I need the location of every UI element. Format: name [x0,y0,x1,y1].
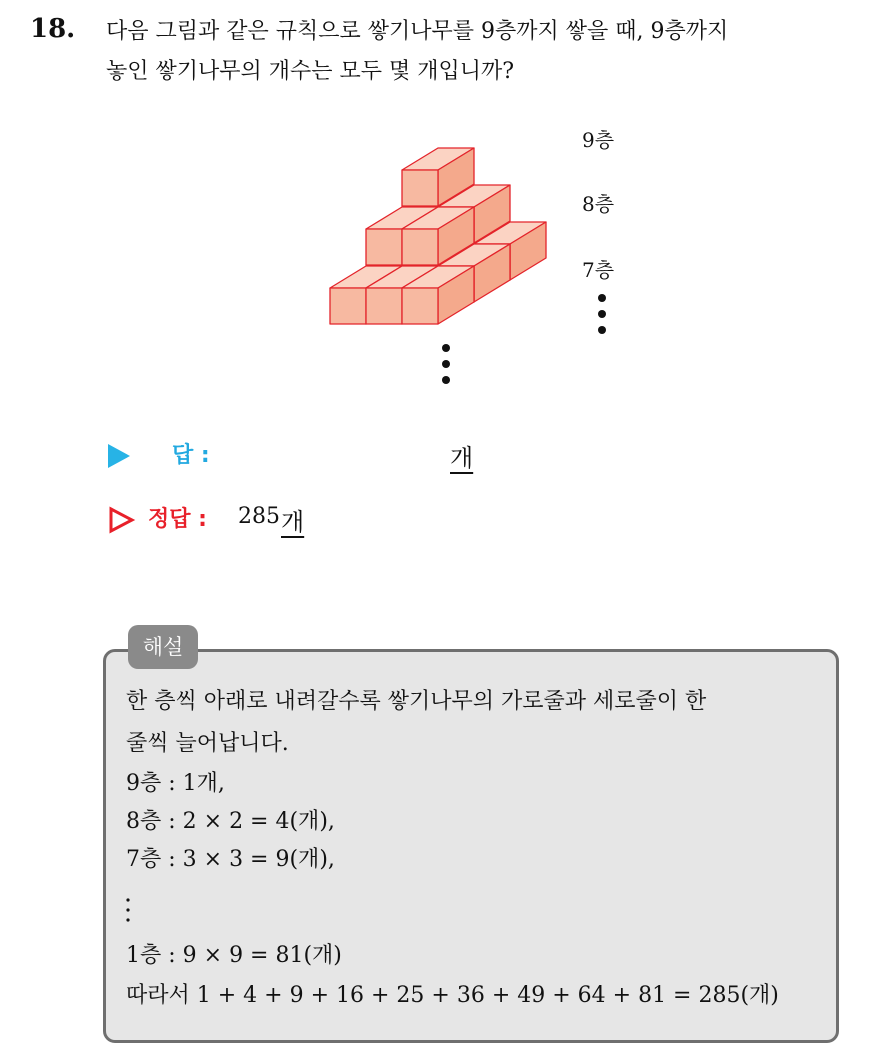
cube-face [330,288,366,324]
cube-face [402,170,438,206]
explanation-tag: 해설 [128,625,198,669]
explanation-line: 따라서 1 + 4 + 9 + 16 + 25 + 36 + 49 + 64 + 81 = 285(개) [126,983,779,1008]
level-label-8: 8층 [582,192,615,216]
question-number: 18. [30,14,76,44]
vertical-dots-right [598,294,606,334]
level-label-9: 9층 [582,128,615,152]
correct-answer-unit: 개 [281,508,305,536]
vertical-ellipsis-icon [124,896,134,926]
explanation-line: 한 층씩 아래로 내려갈수록 쌓기나무의 가로줄과 세로줄이 한 [126,689,707,714]
cube-face [366,229,402,265]
cube-face [366,288,402,324]
explanation-line: 1층 : 9 × 9 = 81(개) [126,943,342,968]
question-text-line-2: 놓인 쌓기나무의 개수는 모두 몇 개입니까? [106,59,515,84]
correct-answer-value: 285 [238,504,280,529]
vertical-dots-left [442,344,450,384]
question-text-line-1: 다음 그림과 같은 규칙으로 쌓기나무를 9층까지 쌓을 때, 9층까지 [106,19,729,44]
cube-face [402,288,438,324]
play-triangle-icon [108,444,130,468]
answer-label: 답 : [172,443,210,468]
level-label-7: 7층 [582,258,615,282]
correct-answer-label: 정답 : [148,507,207,532]
answer-row [108,438,608,472]
explanation-line: 8층 : 2 × 2 = 4(개), [126,809,335,834]
explanation-line: 9층 : 1개, [126,771,225,796]
explanation-line: 줄씩 늘어납니다. [126,731,289,756]
correct-answer-row [108,502,608,538]
cube-face [402,229,438,265]
answer-unit[interactable]: 개 [450,444,474,472]
explanation-line: 7층 : 3 × 3 = 9(개), [126,847,335,872]
outline-triangle-icon [108,506,136,534]
